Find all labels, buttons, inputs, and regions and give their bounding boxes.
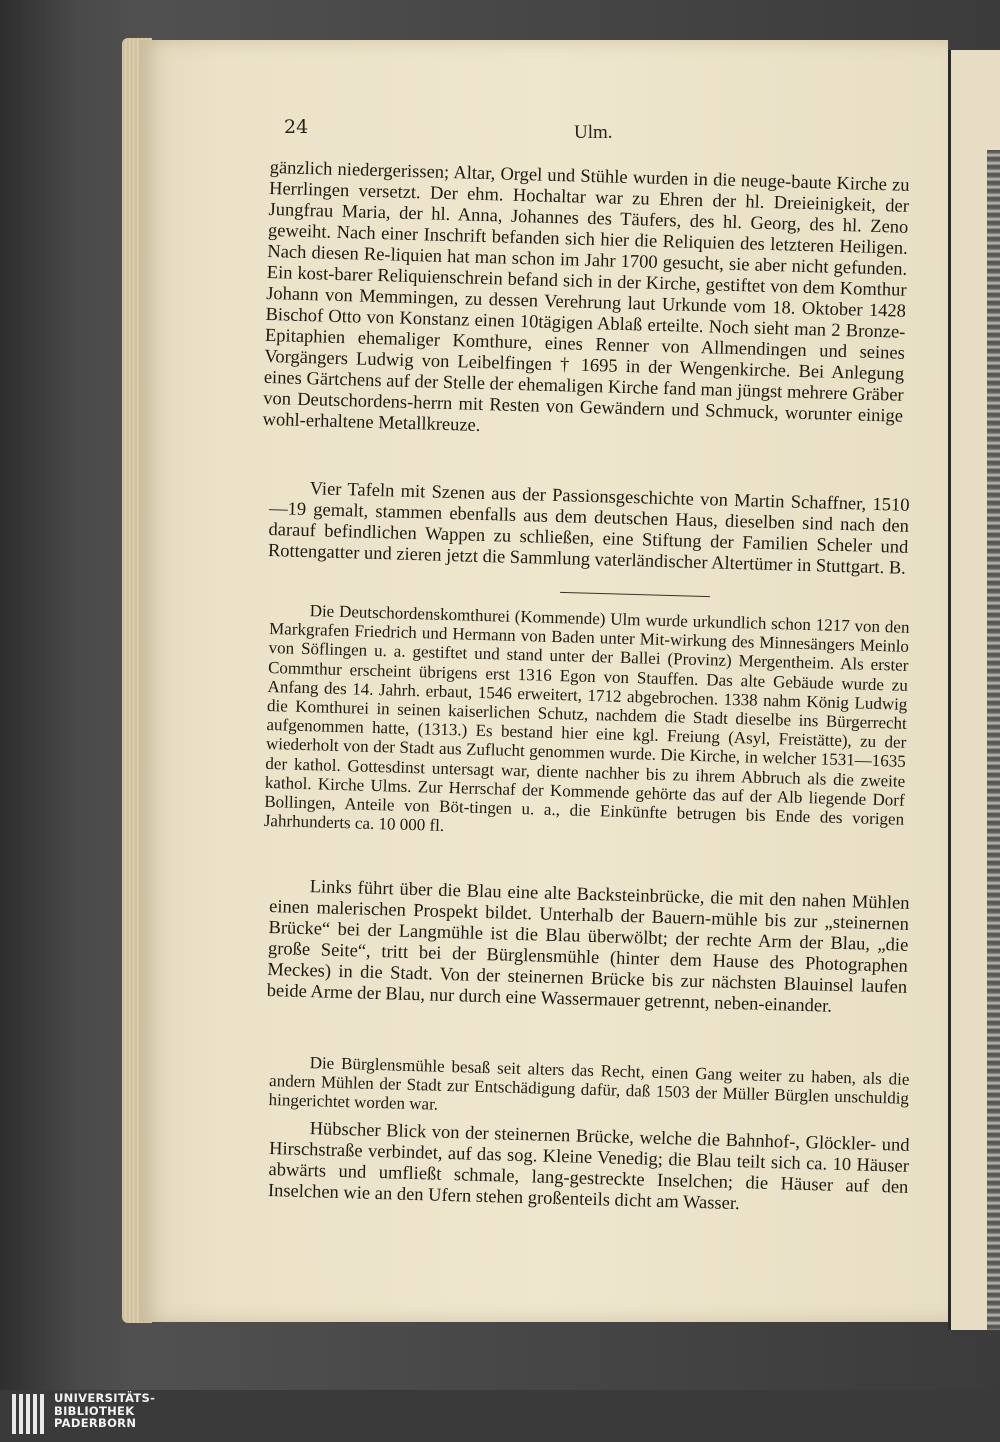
paragraph-schaffner-panels [268, 478, 910, 580]
paragraph-text: Hübscher Blick von der steinernen Brücke, welche die Bahnhof-, Glöckler- und Hirschstraße verbindet, auf das sog. Kleine Venedig; die Blau teilt sich ca. 10 Häuser abwärts und umfließt schmale, lang-gestreckte Inselchen; die Häuser auf den Inselchen wie an den Ufern stehen großenteils dicht am Wasser. [267, 1119, 910, 1215]
paragraph-text: Links führt über die Blau eine alte Backsteinbrücke, die mit den nahen Mühlen einen malerischen Prospekt bildet. Unterhalb der Bauern-mühle bis zur „steinernen Brücke“ bei der Langmühle ist die Blau überwölbt; der rechte Arm der Blau, „die große Seite“, tritt bei der Bürglensmühle (hinter dem Hause des Photographen Meckes) in die Stadt. Von der steinernen Brücke bis zur nächsten Blauinsel laufen beide Arme der Blau, nur durch eine Wassermauer getrennt, neben-einander. [266, 877, 910, 1017]
ornament-border [987, 150, 1000, 1330]
page-header [284, 116, 904, 146]
paragraph-text: Die Deutschordenskomthurei (Kommende) Ulm wurde urkundlich schon 1217 von den Markgrafen Friedrich und Hermann von Baden unter Mit-wirkung des Minnesängers Meinlo von Söflingen u. a. gestiftet und stand unter der Ballei (Provinz) Mergentheim. Als erster Commthur erscheint übrigens erst 1316 Egon von Stauffen. Das alte Gebäude wurde zu Anfang des 14. Jahrh. erbaut, 1546 erweitert, 1712 abgebrochen. 1338 nahm König Ludwig die Komthurei in seinen kaiserlichen Schutz, nachdem die Stadt dieselbe ins Bürgerrecht aufgenommen hatte, (1313.) Es bestand hier eine kgl. Freiung (Asyl, Freistätte), zu der wiederholt von der Stadt aus Zuflucht genommen wurde. Die Kirche, in welcher 1531—1635 der kathol. Gottesdinst untersagt war, diente nachher bis zu ihrem Abbruch als die zweite kathol. Kirche Ulms. Zur Herrschaf der Kommende gehörte das auf der Alb liegende Dorf Bollingen, Anteile von Böt-tingen u. a., die Einkünfte betrugen bis Ende des vorigen Jahrhunderts ca. 10 000 fl. [263, 601, 910, 836]
paragraph-text: gänzlich niedergerissen; Altar, Orgel und Stühle wurden in die neuge-baute Kirche zu Herrlingen versetzt. Der ehm. Hochaltar war zu Ehren der hl. Dreieinigkeit, der Jungfrau Maria, der hl. Anna, Johannes des Täufers, des hl. Georg, des hl. Zeno geweiht. Nach einer Inschrift befanden sich hier die Reliquien des letzteren Heiligen. Nach diesen Re-liquien hat man schon im Jahr 1700 gesucht, sie aber nicht gefunden. Ein kost-barer Reliquienschrein befand sich in der Kirche, gestiftet von dem Komthur Johann von Memmingen, zu dessen Verehrung laut Urkunde vom 18. Oktober 1428 Bischof Otto von Konstanz einen 10tägigen Ablaß erteilte. Noch sieht man 2 Bronze-Epitaphien ehemaliger Komthure, eines Renner von Allmendingen und seines Vorgängers Ludwig von Leibelfingen † 1695 in der Wengenkirche. Bei Anlegung eines Gärtchens auf der Stelle der ehemaligen Kirche fand man jüngst mehrere Gräber von Deutschordens-herrn mit Resten von Gewändern und Schmuck, worunter einige wohl-erhaltene Metallkreuze. [262, 158, 910, 436]
facing-page-edge [948, 50, 1000, 1330]
paragraph-deutschordenskomthurei [264, 600, 910, 848]
page-number: 24 [284, 116, 309, 138]
paragraph-text: Vier Tafeln mit Szenen aus der Passionsgeschichte von Martin Schaffner, 1510—19 gemalt, stammen ebenfalls aus dem deutschen Haus, dieselben sind nach den darauf befindlichen Wappen zu schließen, eine Stiftung der Familien Scheler und Rottengatter und zieren jetzt die Sammlung vaterländischer Altertümer in Stuttgart. B. [267, 479, 910, 579]
paragraph-text: Die Bürglensmühle besaß seit alters das Recht, einen Gang weiter zu haben, als die andern Mühlen der Stadt zur Entschädigung dafür, daß 1503 der Müller Bürglen unschuldig hingerichtet worden war. [268, 1053, 910, 1115]
paragraph-blau-bridge [266, 876, 909, 1020]
running-title: Ulm. [574, 122, 613, 143]
paragraph-komthur-history [262, 158, 909, 449]
library-logo-icon [12, 1394, 46, 1434]
logo-line: BIBLIOTHEK [54, 1403, 135, 1418]
library-logo-text [54, 1392, 155, 1430]
paragraph-kleine-venedig [268, 1118, 910, 1220]
logo-line: UNIVERSITÄTS- [54, 1391, 156, 1405]
logo-line: PADERBORN [54, 1416, 137, 1430]
